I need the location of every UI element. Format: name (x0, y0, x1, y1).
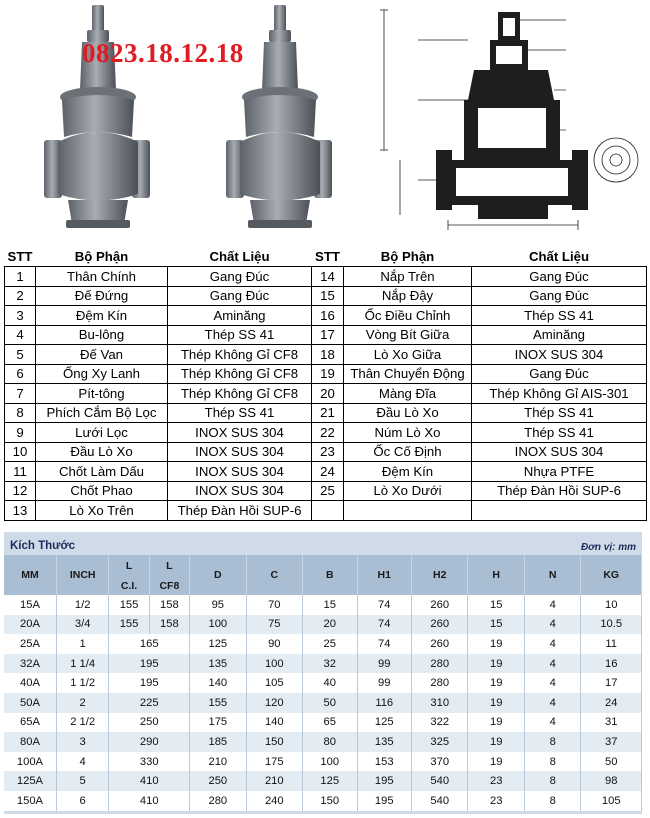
part-name: Đầu Lò Xo (344, 403, 472, 423)
part-name: Nắp Trên (344, 267, 472, 287)
dim-cell: 210 (246, 771, 302, 791)
dim-cell: 158 (149, 615, 189, 635)
dim-cell: 155 (109, 615, 149, 635)
dim-header: KG (581, 555, 642, 595)
dim-cell: 158 (149, 595, 189, 615)
dim-cell: 15A (4, 595, 56, 615)
dim-cell: 8 (524, 771, 580, 791)
part-name: Đế Đứng (36, 286, 168, 306)
dim-cell: 3/4 (56, 615, 108, 635)
part-name: Núm Lò Xo (344, 423, 472, 443)
part-material: INOX SUS 304 (472, 442, 647, 462)
dim-cell: 4 (524, 713, 580, 733)
part-material: Thép SS 41 (168, 325, 312, 345)
dim-cell: 280 (411, 673, 467, 693)
part-number: 16 (312, 306, 344, 326)
dim-cell: 1 (56, 634, 108, 654)
part-name: Ốc Cố Định (344, 442, 472, 462)
product-image-area (0, 0, 650, 238)
dim-header: MM (4, 555, 56, 595)
dim-cell: 120 (246, 693, 302, 713)
dim-cell: 98 (581, 771, 642, 791)
dim-cell: 4 (524, 634, 580, 654)
part-name: Vòng Bít Giữa (344, 325, 472, 345)
dim-cell: 20 (303, 615, 357, 635)
part-number: 21 (312, 403, 344, 423)
table-row (5, 306, 647, 326)
dim-cell: 280 (190, 791, 246, 811)
dim-cell: 175 (246, 752, 302, 772)
dim-cell: 325 (411, 732, 467, 752)
part-material: Gang Đúc (168, 267, 312, 287)
part-number: 25 (312, 481, 344, 501)
dim-cell: 100 (190, 615, 246, 635)
dim-cell: 90 (246, 634, 302, 654)
part-material: INOX SUS 304 (168, 442, 312, 462)
part-number: 18 (312, 345, 344, 365)
dim-cell: 19 (468, 654, 524, 674)
part-material: Gang Đúc (472, 286, 647, 306)
dim-cell: 210 (190, 752, 246, 772)
dim-cell: 153 (357, 752, 411, 772)
dim-cell: 195 (357, 791, 411, 811)
table-row (5, 423, 647, 443)
dim-cell: 100 (303, 752, 357, 772)
dim-cell: 17 (581, 673, 642, 693)
dim-cell: 40 (303, 673, 357, 693)
table-row (5, 403, 647, 423)
table-row (5, 481, 647, 501)
dim-cell: 150 (303, 791, 357, 811)
dim-cell: 19 (468, 732, 524, 752)
dim-cell: 24 (581, 693, 642, 713)
dim-cell: 15 (468, 595, 524, 615)
table-row (4, 752, 642, 772)
part-material: INOX SUS 304 (168, 481, 312, 501)
part-name: Màng Đĩa (344, 384, 472, 404)
dim-cell: 65 (303, 713, 357, 733)
dim-cell: 6 (56, 791, 108, 811)
dim-cell: 32A (4, 654, 56, 674)
part-number: 2 (5, 286, 36, 306)
dim-cell: 10 (581, 595, 642, 615)
part-material (472, 501, 647, 521)
part-name: Lò Xo Trên (36, 501, 168, 521)
part-number: 4 (5, 325, 36, 345)
dim-cell: 1 1/2 (56, 673, 108, 693)
part-name: Lò Xo Dưới (344, 481, 472, 501)
part-number: 5 (5, 345, 36, 365)
dim-cell: 95 (190, 595, 246, 615)
dim-cell: 19 (468, 673, 524, 693)
dim-cell: 125A (4, 771, 56, 791)
dim-cell: 410 (109, 791, 190, 811)
part-material: Gang Đúc (168, 286, 312, 306)
header-material: Chất Liệu (168, 247, 312, 267)
dim-cell: 19 (468, 693, 524, 713)
table-row (5, 286, 647, 306)
dimensions-title: Kích Thước (10, 540, 76, 552)
dimensions-header-row (4, 555, 642, 577)
dim-cell: 19 (468, 713, 524, 733)
dim-cell: 4 (524, 693, 580, 713)
dim-cell: 322 (411, 713, 467, 733)
dim-cell: 15 (303, 595, 357, 615)
part-number: 15 (312, 286, 344, 306)
part-material: Aminăng (168, 306, 312, 326)
dim-cell: 25A (4, 634, 56, 654)
part-number: 20 (312, 384, 344, 404)
dim-cell: 10.5 (581, 615, 642, 635)
part-name: Chốt Làm Dấu (36, 462, 168, 482)
dim-cell: 105 (246, 673, 302, 693)
part-material: INOX SUS 304 (168, 423, 312, 443)
dim-cell: 135 (357, 732, 411, 752)
dim-cell: 155 (190, 693, 246, 713)
header-part: Bộ Phận (36, 247, 168, 267)
dim-cell: 70 (246, 595, 302, 615)
dim-cell: 8 (524, 752, 580, 772)
part-material: INOX SUS 304 (168, 462, 312, 482)
dim-cell: 125 (357, 713, 411, 733)
dim-cell: 4 (524, 615, 580, 635)
part-material: Thép Không Gỉ CF8 (168, 364, 312, 384)
dim-cell: 135 (190, 654, 246, 674)
part-number: 17 (312, 325, 344, 345)
dim-header: B (303, 555, 357, 595)
dim-cell: 2 1/2 (56, 713, 108, 733)
table-row (5, 267, 647, 287)
dim-header: C (246, 555, 302, 595)
part-name: Thân Chuyển Động (344, 364, 472, 384)
table-row (5, 345, 647, 365)
part-material: Aminăng (472, 325, 647, 345)
table-row (5, 462, 647, 482)
dim-cell: 195 (109, 654, 190, 674)
dim-cell: 74 (357, 595, 411, 615)
part-number: 22 (312, 423, 344, 443)
dim-cell: 37 (581, 732, 642, 752)
part-number: 7 (5, 384, 36, 404)
part-name: Thân Chính (36, 267, 168, 287)
dim-cell: 40A (4, 673, 56, 693)
dim-cell: 100A (4, 752, 56, 772)
part-number: 13 (5, 501, 36, 521)
dim-cell: 32 (303, 654, 357, 674)
dim-cell: 2 (56, 693, 108, 713)
part-name: Lưới Lọc (36, 423, 168, 443)
table-row (4, 634, 642, 654)
dim-cell: 100 (246, 654, 302, 674)
dim-cell: 50 (303, 693, 357, 713)
dim-cell: 74 (357, 615, 411, 635)
part-name: Lò Xo Giữa (344, 345, 472, 365)
dim-cell: 19 (468, 752, 524, 772)
part-name: Chốt Phao (36, 481, 168, 501)
dim-cell: 330 (109, 752, 190, 772)
dim-cell: 16 (581, 654, 642, 674)
dimensions-panel (4, 532, 642, 814)
phone-number: 0823.18.12.18 (82, 38, 244, 68)
dim-cell: 50 (581, 752, 642, 772)
table-row (5, 325, 647, 345)
dim-cell: 260 (411, 634, 467, 654)
dim-cell: 290 (109, 732, 190, 752)
dim-header: N (524, 555, 580, 595)
dim-cell: 140 (190, 673, 246, 693)
dim-cell: 150 (246, 732, 302, 752)
part-name (344, 501, 472, 521)
part-material: Gang Đúc (472, 267, 647, 287)
dim-cell: 540 (411, 791, 467, 811)
dim-subheader: CF8 (149, 577, 189, 595)
dim-header: L (109, 555, 149, 577)
parts-header-row (5, 247, 647, 267)
part-number: 1 (5, 267, 36, 287)
dimensions-unit: Đơn vị: mm (580, 542, 636, 553)
part-number: 23 (312, 442, 344, 462)
dim-cell: 4 (56, 752, 108, 772)
dim-cell: 240 (246, 791, 302, 811)
part-material: Thép Đàn Hồi SUP-6 (168, 501, 312, 521)
dim-cell: 80A (4, 732, 56, 752)
part-number: 8 (5, 403, 36, 423)
dim-subheader: C.I. (109, 577, 149, 595)
part-name: Đầu Lò Xo (36, 442, 168, 462)
dim-cell: 15 (468, 615, 524, 635)
dim-cell: 260 (411, 595, 467, 615)
header-stt: STT (5, 247, 36, 267)
dim-cell: 125 (190, 634, 246, 654)
part-name: Ốc Điều Chỉnh (344, 306, 472, 326)
dim-cell: 225 (109, 693, 190, 713)
part-name: Nắp Đậy (344, 286, 472, 306)
part-material: Thép SS 41 (472, 423, 647, 443)
dim-cell: 125 (303, 771, 357, 791)
dim-cell: 105 (581, 791, 642, 811)
header-material: Chất Liệu (472, 247, 647, 267)
dim-cell: 5 (56, 771, 108, 791)
parts-table (4, 247, 647, 521)
table-row (5, 501, 647, 521)
table-row (4, 654, 642, 674)
dim-cell: 74 (357, 634, 411, 654)
part-name: Phích Cắm Bộ Lọc (36, 403, 168, 423)
dim-cell: 195 (357, 771, 411, 791)
part-name: Ống Xy Lanh (36, 364, 168, 384)
dim-cell: 165 (109, 634, 190, 654)
dim-cell: 99 (357, 654, 411, 674)
dim-cell: 23 (468, 791, 524, 811)
dim-cell: 4 (524, 654, 580, 674)
header-part: Bộ Phận (344, 247, 472, 267)
valve-photo-side (222, 2, 337, 234)
table-row (5, 364, 647, 384)
dim-header: H2 (411, 555, 467, 595)
dim-cell: 250 (190, 771, 246, 791)
dim-cell: 3 (56, 732, 108, 752)
dim-cell: 1/2 (56, 595, 108, 615)
part-name: Bu-lông (36, 325, 168, 345)
dim-header: L (149, 555, 189, 577)
dim-cell: 280 (411, 654, 467, 674)
dim-cell: 175 (190, 713, 246, 733)
part-material: Thép SS 41 (472, 403, 647, 423)
dim-cell: 155 (109, 595, 149, 615)
table-row (4, 791, 642, 811)
dim-cell: 19 (468, 634, 524, 654)
dim-cell: 23 (468, 771, 524, 791)
dim-cell: 370 (411, 752, 467, 772)
part-number: 10 (5, 442, 36, 462)
dim-header: D (190, 555, 246, 595)
table-row (5, 384, 647, 404)
part-material: Thép SS 41 (472, 306, 647, 326)
dim-cell: 8 (524, 732, 580, 752)
table-row (4, 771, 642, 791)
dim-header: INCH (56, 555, 108, 595)
dim-cell: 310 (411, 693, 467, 713)
dim-header: H1 (357, 555, 411, 595)
dim-cell: 25 (303, 634, 357, 654)
part-number (312, 501, 344, 521)
part-material: Thép Không Gỉ CF8 (168, 345, 312, 365)
part-material: Thép SS 41 (168, 403, 312, 423)
dim-cell: 540 (411, 771, 467, 791)
dim-cell: 75 (246, 615, 302, 635)
header-stt: STT (312, 247, 344, 267)
dim-cell: 116 (357, 693, 411, 713)
part-material: Thép Không Gỉ AIS-301 (472, 384, 647, 404)
part-material: Thép Đàn Hồi SUP-6 (472, 481, 647, 501)
part-material: Thép Không Gỉ CF8 (168, 384, 312, 404)
dim-cell: 11 (581, 634, 642, 654)
part-number: 19 (312, 364, 344, 384)
part-material: Gang Đúc (472, 364, 647, 384)
table-row (4, 595, 642, 615)
dim-cell: 250 (109, 713, 190, 733)
part-name: Đệm Kín (36, 306, 168, 326)
table-row (5, 442, 647, 462)
dim-cell: 20A (4, 615, 56, 635)
valve-photo-front (40, 2, 155, 234)
table-row (4, 713, 642, 733)
part-name: Đệm Kín (344, 462, 472, 482)
cross-section-diagram (378, 0, 650, 236)
part-number: 3 (5, 306, 36, 326)
dimensions-table (4, 555, 642, 811)
dim-cell: 4 (524, 595, 580, 615)
dim-cell: 185 (190, 732, 246, 752)
dim-cell: 50A (4, 693, 56, 713)
part-material: Nhựa PTFE (472, 462, 647, 482)
dim-cell: 99 (357, 673, 411, 693)
table-row (4, 693, 642, 713)
dim-cell: 150A (4, 791, 56, 811)
dim-cell: 1 1/4 (56, 654, 108, 674)
dim-cell: 31 (581, 713, 642, 733)
dim-cell: 8 (524, 791, 580, 811)
dim-cell: 410 (109, 771, 190, 791)
part-number: 14 (312, 267, 344, 287)
table-row (4, 673, 642, 693)
part-number: 11 (5, 462, 36, 482)
part-number: 9 (5, 423, 36, 443)
table-row (4, 615, 642, 635)
part-number: 24 (312, 462, 344, 482)
dim-header: H (468, 555, 524, 595)
dim-cell: 4 (524, 673, 580, 693)
part-name: Pít-tông (36, 384, 168, 404)
table-row (4, 732, 642, 752)
part-number: 6 (5, 364, 36, 384)
part-material: INOX SUS 304 (472, 345, 647, 365)
dim-cell: 195 (109, 673, 190, 693)
part-name: Đế Van (36, 345, 168, 365)
dim-cell: 65A (4, 713, 56, 733)
part-number: 12 (5, 481, 36, 501)
dim-cell: 140 (246, 713, 302, 733)
dim-cell: 80 (303, 732, 357, 752)
dim-cell: 260 (411, 615, 467, 635)
